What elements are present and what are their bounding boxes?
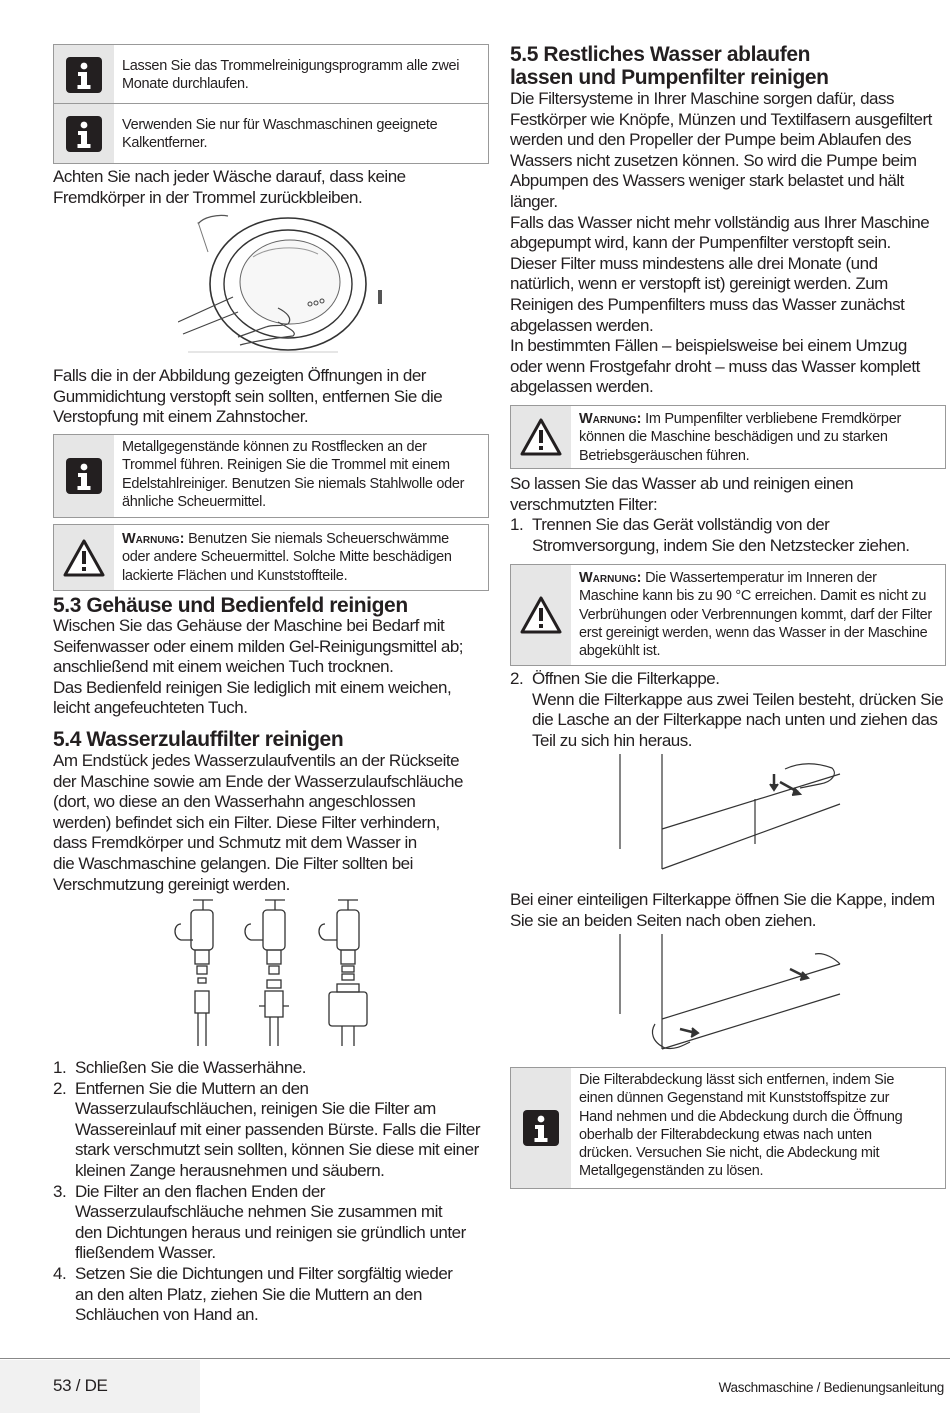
drain-step-2 [510,669,946,751]
warning-body: Im Pumpenfilter verbliebene Fremdkörper können die Maschine beschädigen und zu starken Betriebsgeräuschen führen. [579,411,901,464]
list-item [53,1079,489,1182]
info-note [53,44,489,105]
two-piece-filter-cap-illustration [610,754,850,874]
paragraph-drain: So lassen Sie das Wasser ab und reinigen einen verschmutzten Filter: [510,474,854,514]
drum-gasket-illustration [178,212,383,357]
section-heading-5-4: 5.4 Wasserzulauffilter reinigen [53,728,344,751]
warning-body: Die Wassertemperatur im Inneren der Maschine kann bis zu 90 °C erreichen. Damit es nicht zu Verbrühungen oder Verbrennungen kommt, darf der Filter erst gereinigt werden, wenn das Wasser in der Maschine abgekühlt ist. [579,570,932,660]
step-text: Öffnen Sie die Filterkappe. Wenn die Filterkappe aus zwei Teilen besteht, drücken Sie die Lasche an der Filterkappe nach unten und ziehen das Teil zu sich hin heraus. [532,669,944,750]
paragraph-5-5: Die Filtersysteme in Ihrer Maschine sorgen dafür, dass Festkörper wie Knöpfe, Münzen und Textilfasern ausgefiltert werden und den Propeller der Pumpe beim Ablaufen des Wassers nicht zusetzen können. So wird die Pumpe beim Abpumpen des Wassers weniger stark belastet und hält länger. Falls das Wasser nicht mehr vollständig aus Ihrer Maschine abgepumpt wird, kann der Pumpenfilter verstopft sein. Dieser Filter muss mindestens alle drei Monate (und natürlich, wenn er verstopft ist) gereinigt werden. Zum Reinigen des Pumpenfilters muss das Wasser zunächst abgelassen werden. In bestimmten Fällen – beispielsweise bei einem Umzug oder wenn Frostgefahr droht – muss das Wasser komplett abgelassen werden. [510,89,932,397]
warning-note [510,564,946,666]
step-text: Schließen Sie die Wasserhähne. [75,1058,307,1077]
info-note [510,1067,946,1189]
list-item [510,515,946,556]
list-item [53,1058,489,1079]
warning-label: Warnung: [579,570,642,586]
step-number: 4. [53,1263,67,1283]
footer-divider [0,1358,950,1359]
warning-note [53,524,489,591]
one-piece-filter-cap-illustration [610,934,850,1059]
step-text: Entfernen Sie die Muttern an den Wasserzulaufschläuchen, reinigen Sie die Filter am Wassereinlauf mit einer passenden Bürste. Falls die Filter stark verschmutzt sein sollten, können Sie diese mit einer kleinen Zange herausnehmen und säubern. [75,1078,480,1180]
step-number: 3. [53,1181,67,1201]
section-heading-5-3: 5.3 Gehäuse und Bedienfeld reinigen [53,594,408,617]
step-number: 1. [53,1058,67,1077]
info-icon [54,45,114,104]
info-note-text: Lassen Sie das Trommelreinigungsprogramm alle zwei Monate durchlaufen. [122,58,460,93]
info-icon [54,104,114,163]
list-item [510,669,946,751]
warning-text [114,525,458,590]
warning-icon [511,565,571,665]
water-inlet-filter-illustration [163,896,403,1054]
page-number: 53 / DE [53,1376,108,1395]
inlet-filter-steps [53,1058,489,1326]
step-text: Trennen Sie das Gerät vollständig von der Stromversorgung, indem Sie den Netzstecker ziehen. [532,515,910,555]
list-item [53,1264,489,1326]
drain-step-1 [510,515,946,556]
paragraph-one-piece-cap: Bei einer einteiligen Filterkappe öffnen Sie die Kappe, indem Sie sie an beiden Seiten nach oben ziehen. [510,890,935,930]
warning-label: Warnung: [579,411,642,427]
paragraph-5-3: Wischen Sie das Gehäuse der Maschine bei Bedarf mit Seifenwasser oder einem milden Gel-Reinigungsmittel ab; anschließend mit einem weichen Tuch trocknen. Das Bedienfeld reinigen Sie lediglich mit einem weichen, leicht angefeuchteten Tuch. [53,616,463,718]
warning-text [571,565,938,665]
step-text: Setzen Sie die Dichtungen und Filter sorgfältig wieder an den alten Platz, ziehen Sie die Muttern an den Schläuchen von Hand an. [75,1263,453,1325]
paragraph-foreign-objects: Achten Sie nach jeder Wäsche darauf, dass keine Fremdkörper in der Trommel zurückbleiben. [53,167,406,207]
info-note-text: Metallgegenstände können zu Rostflecken an der Trommel führen. Reinigen Sie die Trommel mit einem Edelstahlreiniger. Benutzen Sie niemals Stahlwolle oder ähnliche Scheuermittel. [122,439,465,510]
warning-body: Benutzen Sie niemals Scheuerschwämme oder andere Scheuermittel. Solche Mitte beschädigen lackierte Flächen und Kunststoffteile. [122,531,452,584]
info-icon [511,1068,571,1188]
paragraph-gasket: Falls die in der Abbildung gezeigten Öffnungen in der Gummidichtung verstopft sein sollten, entfernen Sie die Verstopfung mit einem Zahnstocher. [53,366,443,427]
info-note [53,103,489,164]
step-number: 2. [510,669,524,688]
step-number: 2. [53,1078,67,1098]
paragraph-5-4: Am Endstück jedes Wasserzulaufventils an der Rückseite der Maschine sowie am Ende der Wasserzulaufschläuche (dort, wo diese an den Wasserhahn angeschlossen werden) befindet sich ein Filter. Diese Filter verhindern, dass Fremdkörper und Schmutz mit dem Wasser in die Waschmaschine gelangen. Die Filter sollten bei Verschmutzung gereinigt werden. [53,751,463,894]
warning-text [571,406,907,468]
warning-label: Warnung: [122,531,185,547]
step-text: Die Filter an den flachen Enden der Wasserzulaufschläuche nehmen Sie zusammen mit den Dichtungen heraus und reinigen sie gründlich unter fließendem Wasser. [75,1181,466,1263]
section-heading-5-5: 5.5 Restliches Wasser ablaufen lassen und Pumpenfilter reinigen [510,43,829,89]
warning-icon [54,525,114,590]
list-item [53,1182,489,1264]
footer-title: Waschmaschine / Bedienungsanleitung [718,1380,944,1395]
info-note [53,434,489,518]
info-icon [54,435,114,517]
info-note-text: Die Filterabdeckung lässt sich entfernen, indem Sie einen dünnen Gegenstand mit Kunststoffspitze zur Hand nehmen und die Abdeckung durch die Öffnung oberhalb der Filterabdeckung etwas nach unten drücken. Versuchen Sie nicht, die Abdeckung mit Metallgegenständen zu lösen. [579,1072,903,1180]
step-number: 1. [510,515,524,534]
info-note-text: Verwenden Sie nur für Waschmaschinen geeignete Kalkentferner. [122,117,438,152]
warning-icon [511,406,571,468]
warning-note [510,405,946,469]
